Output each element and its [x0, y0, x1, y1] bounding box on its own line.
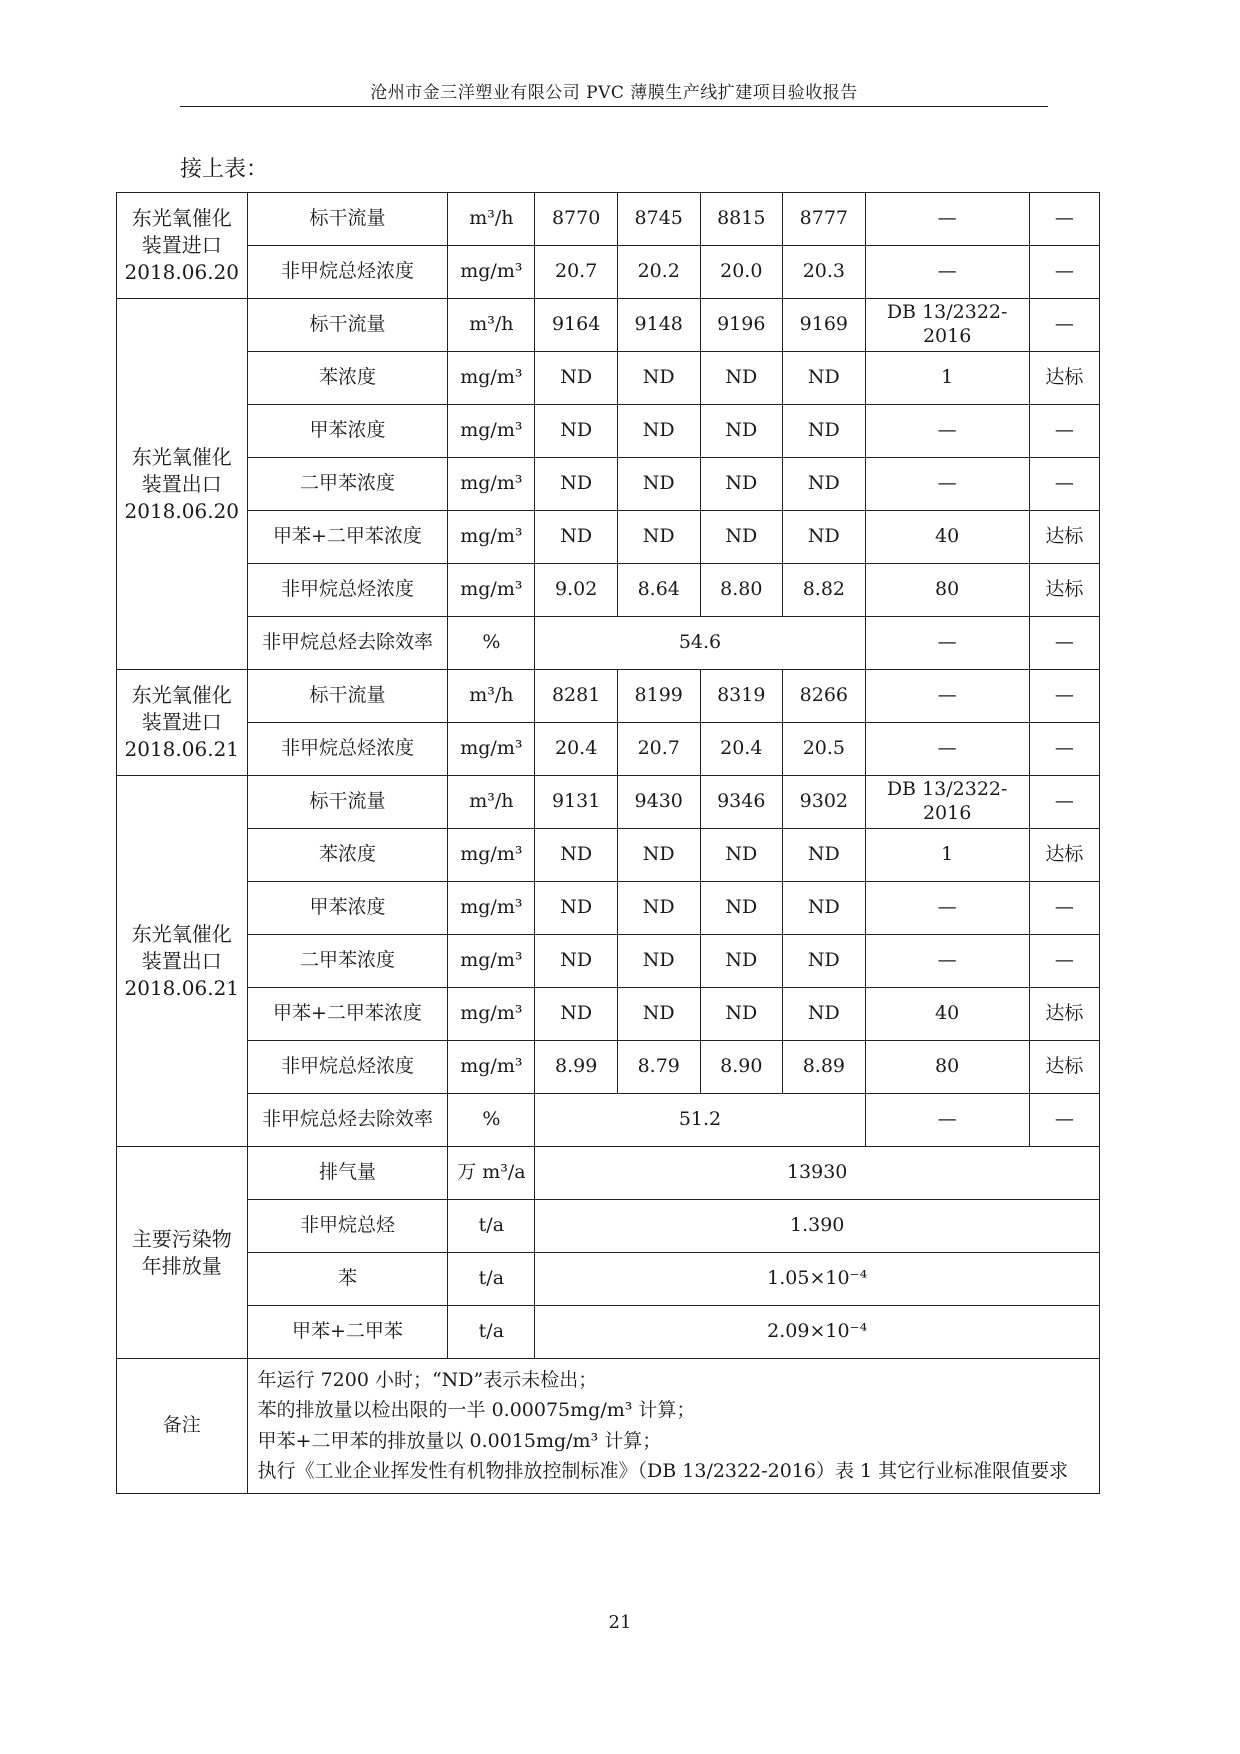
parameter-name: 标干流量	[247, 193, 448, 246]
sampling-location-line: 东光氧催化	[131, 206, 232, 230]
measurement-value: 20.4	[700, 723, 783, 776]
table-row	[117, 299, 1100, 352]
measurement-value: ND	[700, 882, 783, 935]
measurement-value: ND	[535, 511, 618, 564]
sampling-location-line: 装置进口	[141, 233, 222, 257]
table-row	[117, 405, 1100, 458]
table-row	[117, 458, 1100, 511]
sampling-location-line: 东光氧催化	[131, 683, 232, 707]
measurement-value: ND	[700, 935, 783, 988]
unit-cell: mg/m³	[448, 564, 535, 617]
unit-cell: %	[448, 617, 535, 670]
parameter-name: 甲苯浓度	[247, 882, 448, 935]
table-row	[117, 829, 1100, 882]
parameter-name: 非甲烷总烃浓度	[247, 1041, 448, 1094]
unit-cell: %	[448, 1094, 535, 1147]
unit-cell: t/a	[448, 1253, 535, 1306]
sampling-location-line: 装置出口	[141, 471, 222, 496]
measurement-value: 8199	[617, 670, 700, 723]
compliance-result: —	[1029, 882, 1099, 935]
table-row	[117, 882, 1100, 935]
annual-emission-value: 13930	[535, 1147, 1100, 1200]
measurement-value: ND	[535, 352, 618, 405]
standard-limit: DB 13/2322-2016	[865, 299, 1029, 352]
standard-limit: —	[865, 670, 1029, 723]
compliance-result: 达标	[1029, 511, 1099, 564]
compliance-result: —	[1029, 246, 1099, 299]
parameter-name: 苯浓度	[247, 352, 448, 405]
parameter-name: 非甲烷总烃浓度	[247, 246, 448, 299]
measurement-value: ND	[617, 511, 700, 564]
table-row	[117, 1200, 1100, 1253]
table-row	[117, 564, 1100, 617]
table-row	[117, 776, 1100, 829]
standard-limit: 80	[865, 564, 1029, 617]
sampling-location	[117, 193, 248, 299]
measurement-value: 9164	[535, 299, 618, 352]
standard-limit: —	[865, 193, 1029, 246]
table-row	[117, 617, 1100, 670]
measurement-value: ND	[535, 458, 618, 511]
measurement-value: 20.2	[617, 246, 700, 299]
sampling-location-line: 2018.06.20	[124, 498, 240, 523]
sampling-location	[117, 1147, 248, 1359]
compliance-result: —	[1029, 935, 1099, 988]
measurement-value: ND	[783, 511, 866, 564]
table-row	[117, 352, 1100, 405]
measurement-value: ND	[535, 829, 618, 882]
standard-limit: —	[865, 458, 1029, 511]
measurement-value: ND	[700, 352, 783, 405]
measurement-value: 20.5	[783, 723, 866, 776]
measurement-value: 9430	[617, 776, 700, 829]
measurement-value: ND	[617, 882, 700, 935]
sampling-location-line: 年排放量	[141, 1253, 222, 1278]
compliance-result: —	[1029, 670, 1099, 723]
unit-cell: mg/m³	[448, 829, 535, 882]
measurement-value: ND	[783, 352, 866, 405]
unit-cell: 万 m³/a	[448, 1147, 535, 1200]
document-header: 沧州市金三洋塑业有限公司 PVC 薄膜生产线扩建项目验收报告	[370, 83, 858, 103]
standard-limit: 1	[865, 829, 1029, 882]
standard-limit: 1	[865, 352, 1029, 405]
unit-cell: m³/h	[448, 670, 535, 723]
compliance-result: —	[1029, 1094, 1099, 1147]
unit-cell: mg/m³	[448, 352, 535, 405]
removal-efficiency-value: 51.2	[535, 1094, 865, 1147]
unit-cell: mg/m³	[448, 246, 535, 299]
measurement-value: ND	[783, 882, 866, 935]
measurement-value: ND	[535, 405, 618, 458]
measurement-value: 9302	[783, 776, 866, 829]
measurement-value: ND	[700, 829, 783, 882]
measurement-value: ND	[535, 988, 618, 1041]
measurement-value: 8319	[700, 670, 783, 723]
measurement-value: ND	[617, 458, 700, 511]
measurement-value: ND	[535, 935, 618, 988]
measurement-value: 8.64	[617, 564, 700, 617]
measurement-value: ND	[700, 458, 783, 511]
table-row	[117, 1306, 1100, 1359]
measurement-value: 20.7	[617, 723, 700, 776]
annual-emission-value: 1.390	[535, 1200, 1100, 1253]
table-row	[117, 246, 1100, 299]
pollutant-name: 甲苯+二甲苯	[247, 1306, 448, 1359]
unit-cell: m³/h	[448, 193, 535, 246]
standard-limit: —	[865, 246, 1029, 299]
table-row	[117, 988, 1100, 1041]
measurement-value: ND	[783, 988, 866, 1041]
parameter-name: 非甲烷总烃浓度	[247, 564, 448, 617]
standard-limit: 80	[865, 1041, 1029, 1094]
monitoring-results-table	[116, 192, 1100, 1494]
compliance-result: —	[1029, 723, 1099, 776]
table-row	[117, 193, 1100, 246]
measurement-value: 8.80	[700, 564, 783, 617]
sampling-location-line: 主要污染物	[131, 1226, 232, 1251]
standard-limit: —	[865, 405, 1029, 458]
compliance-result: 达标	[1029, 988, 1099, 1041]
measurement-value: ND	[700, 988, 783, 1041]
parameter-name: 甲苯+二甲苯浓度	[247, 511, 448, 564]
standard-limit: —	[865, 1094, 1029, 1147]
measurement-value: 8.79	[617, 1041, 700, 1094]
compliance-result: —	[1029, 405, 1099, 458]
parameter-name: 甲苯浓度	[247, 405, 448, 458]
measurement-value: 8815	[700, 193, 783, 246]
pollutant-name: 排气量	[247, 1147, 448, 1200]
removal-efficiency-value: 54.6	[535, 617, 865, 670]
unit-cell: mg/m³	[448, 882, 535, 935]
page-number: 21	[608, 1612, 632, 1633]
measurement-value: 20.7	[535, 246, 618, 299]
continued-table-label: 接上表：	[180, 157, 269, 182]
parameter-name: 苯浓度	[247, 829, 448, 882]
unit-cell: mg/m³	[448, 988, 535, 1041]
notes-label: 备注	[117, 1359, 248, 1494]
measurement-value: 9.02	[535, 564, 618, 617]
measurement-value: 9196	[700, 299, 783, 352]
unit-cell: m³/h	[448, 776, 535, 829]
notes-row	[117, 1359, 1100, 1494]
sampling-location-line: 装置出口	[141, 948, 222, 973]
measurement-value: ND	[617, 405, 700, 458]
measurement-value: 8745	[617, 193, 700, 246]
compliance-result: —	[1029, 617, 1099, 670]
unit-cell: mg/m³	[448, 405, 535, 458]
compliance-result: —	[1029, 299, 1099, 352]
sampling-location	[117, 776, 248, 1147]
measurement-value: 8770	[535, 193, 618, 246]
measurement-value: 20.3	[783, 246, 866, 299]
measurement-value: 9131	[535, 776, 618, 829]
measurement-value: 8281	[535, 670, 618, 723]
compliance-result: 达标	[1029, 1041, 1099, 1094]
note-line: 执行《工业企业挥发性有机物排放控制标准》（DB 13/2322-2016）表 1 其它行业标准限值要求	[257, 1460, 1069, 1483]
measurement-value: ND	[617, 352, 700, 405]
sampling-location	[117, 299, 248, 670]
parameter-name: 标干流量	[247, 670, 448, 723]
parameter-name: 二甲苯浓度	[247, 458, 448, 511]
compliance-result: 达标	[1029, 352, 1099, 405]
measurement-value: ND	[700, 511, 783, 564]
measurement-value: 8266	[783, 670, 866, 723]
table-row	[117, 511, 1100, 564]
unit-cell: mg/m³	[448, 935, 535, 988]
measurement-value: ND	[783, 458, 866, 511]
table-row	[117, 935, 1100, 988]
unit-cell: m³/h	[448, 299, 535, 352]
measurement-value: 8777	[783, 193, 866, 246]
annual-emission-value: 1.05×10⁻⁴	[535, 1253, 1100, 1306]
parameter-name: 非甲烷总烃去除效率	[247, 617, 448, 670]
table-row	[117, 1253, 1100, 1306]
standard-limit: —	[865, 935, 1029, 988]
measurement-value: 8.82	[783, 564, 866, 617]
notes-content	[247, 1359, 1099, 1494]
measurement-value: 8.90	[700, 1041, 783, 1094]
sampling-location-line: 东光氧催化	[131, 921, 232, 946]
standard-limit: —	[865, 723, 1029, 776]
measurement-value: 20.4	[535, 723, 618, 776]
table-row	[117, 670, 1100, 723]
measurement-value: ND	[783, 935, 866, 988]
header-rule	[180, 106, 1048, 107]
parameter-name: 二甲苯浓度	[247, 935, 448, 988]
sampling-location-line: 2018.06.21	[124, 975, 240, 1000]
unit-cell: mg/m³	[448, 511, 535, 564]
standard-limit: 40	[865, 988, 1029, 1041]
sampling-location	[117, 670, 248, 776]
annual-emission-value: 2.09×10⁻⁴	[535, 1306, 1100, 1359]
compliance-result: —	[1029, 776, 1099, 829]
measurement-value: 8.89	[783, 1041, 866, 1094]
compliance-result: 达标	[1029, 829, 1099, 882]
measurement-value: ND	[783, 829, 866, 882]
table-row	[117, 1041, 1100, 1094]
measurement-value: ND	[617, 829, 700, 882]
sampling-location-line: 2018.06.21	[124, 737, 240, 761]
pollutant-name: 非甲烷总烃	[247, 1200, 448, 1253]
standard-limit: —	[865, 617, 1029, 670]
unit-cell: t/a	[448, 1200, 535, 1253]
table-row	[117, 1094, 1100, 1147]
table-row	[117, 723, 1100, 776]
measurement-value: ND	[700, 405, 783, 458]
parameter-name: 非甲烷总烃浓度	[247, 723, 448, 776]
measurement-value: 9169	[783, 299, 866, 352]
parameter-name: 非甲烷总烃去除效率	[247, 1094, 448, 1147]
note-line: 甲苯+二甲苯的排放量以 0.0015mg/m³ 计算；	[257, 1429, 662, 1452]
sampling-location-line: 东光氧催化	[131, 444, 232, 469]
note-line: 年运行 7200 小时；“ND”表示未检出；	[257, 1369, 598, 1391]
measurement-value: 9148	[617, 299, 700, 352]
note-line: 苯的排放量以检出限的一半 0.00075mg/m³ 计算；	[257, 1399, 696, 1422]
sampling-location-line: 装置进口	[141, 710, 222, 734]
standard-limit: —	[865, 882, 1029, 935]
parameter-name: 标干流量	[247, 299, 448, 352]
measurement-value: ND	[617, 935, 700, 988]
measurement-value: 20.0	[700, 246, 783, 299]
compliance-result: 达标	[1029, 564, 1099, 617]
compliance-result: —	[1029, 193, 1099, 246]
compliance-result: —	[1029, 458, 1099, 511]
table-row	[117, 1147, 1100, 1200]
measurement-value: ND	[617, 988, 700, 1041]
unit-cell: t/a	[448, 1306, 535, 1359]
parameter-name: 甲苯+二甲苯浓度	[247, 988, 448, 1041]
parameter-name: 标干流量	[247, 776, 448, 829]
measurement-value: 9346	[700, 776, 783, 829]
pollutant-name: 苯	[247, 1253, 448, 1306]
standard-limit: DB 13/2322-2016	[865, 776, 1029, 829]
measurement-value: ND	[535, 882, 618, 935]
measurement-value: ND	[783, 405, 866, 458]
unit-cell: mg/m³	[448, 723, 535, 776]
measurement-value: 8.99	[535, 1041, 618, 1094]
sampling-location-line: 2018.06.20	[124, 260, 240, 284]
unit-cell: mg/m³	[448, 458, 535, 511]
unit-cell: mg/m³	[448, 1041, 535, 1094]
standard-limit: 40	[865, 511, 1029, 564]
